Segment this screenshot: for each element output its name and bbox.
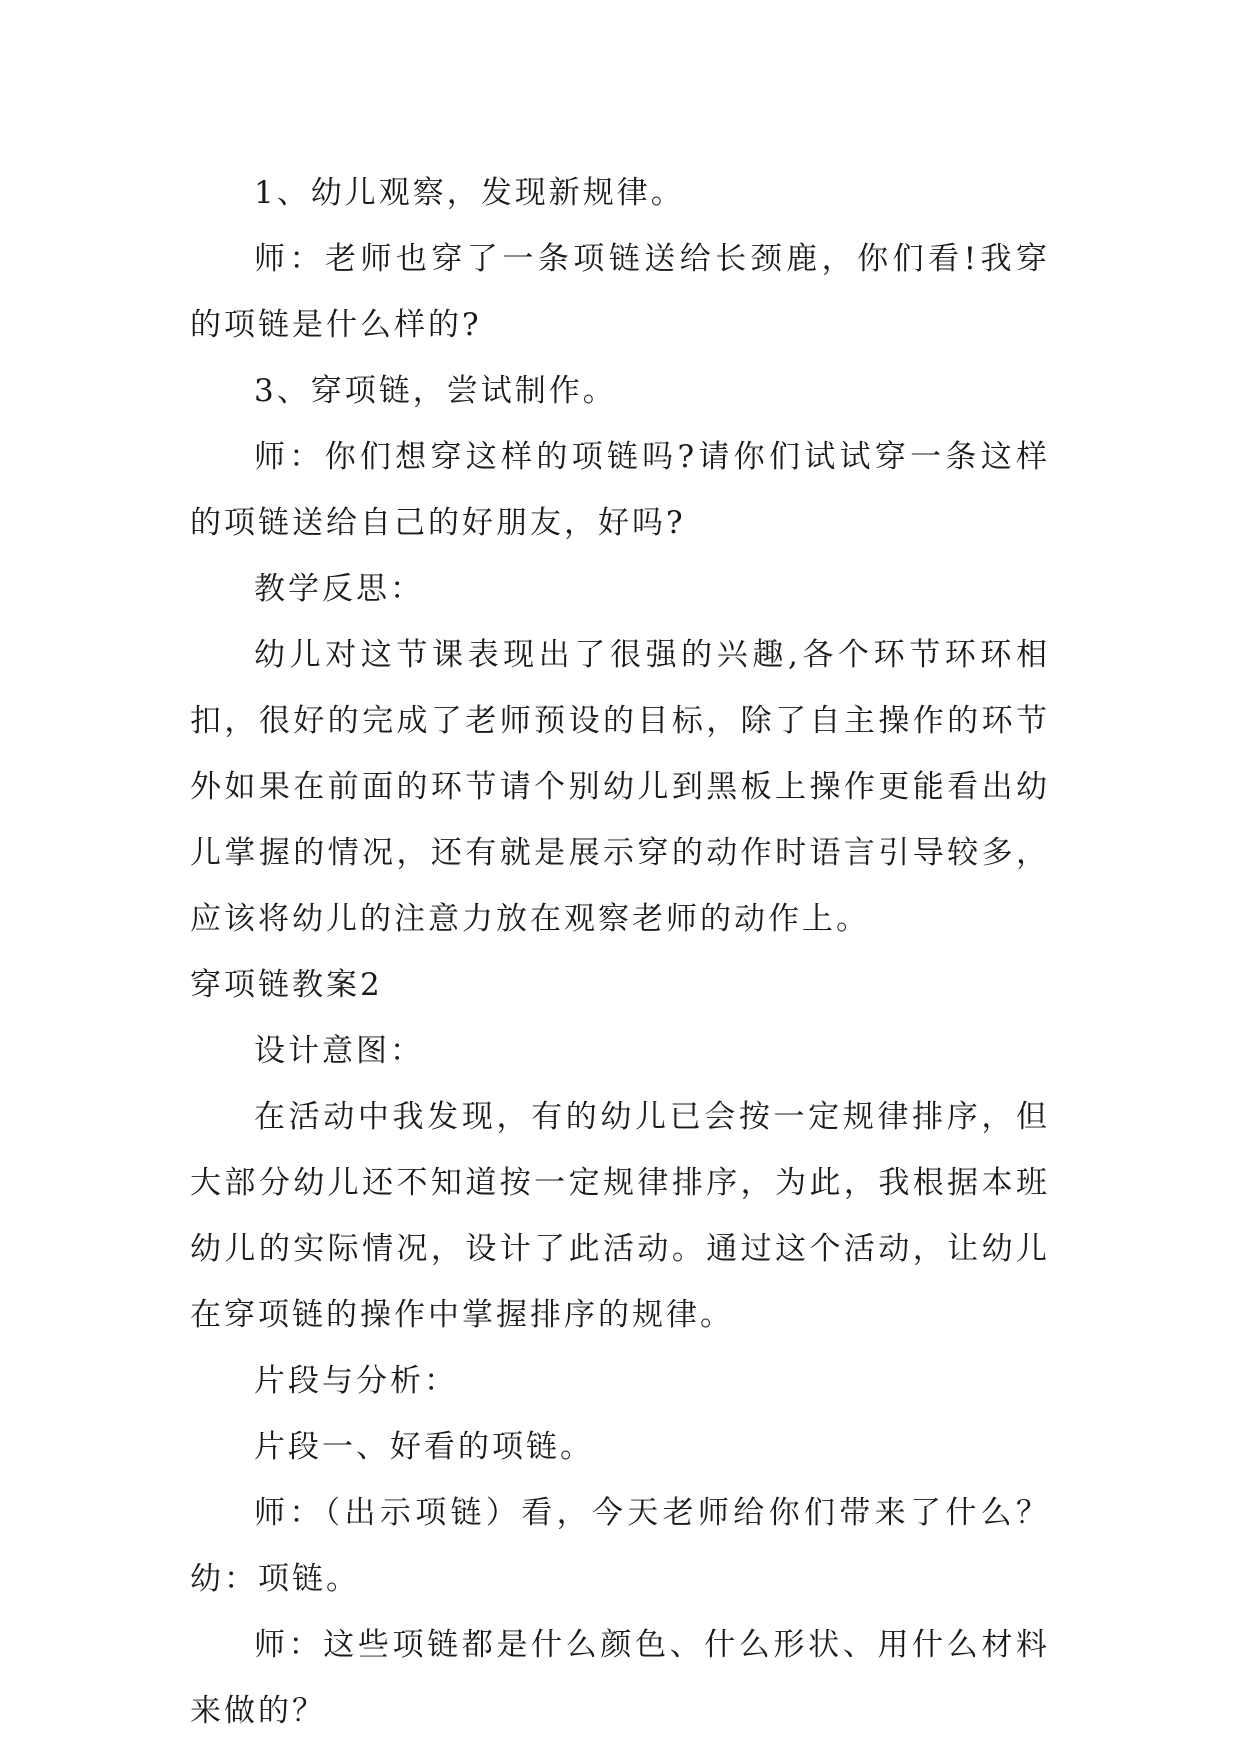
document-body [190,160,1050,1744]
paragraph: 片段与分析： [254,1363,458,1399]
paragraph: 设计意图： [254,1033,424,1069]
paragraph: 师：老师也穿了一条项链送给长颈鹿，你们看!我穿的项链是什么样的? [190,241,1050,343]
paragraph: 片段一、好看的项链。 [254,1429,594,1465]
paragraph: 在活动中我发现，有的幼儿已会按一定规律排序，但大部分幼儿还不知道按一定规律排序，为此，我根据本班幼儿的实际情况，设计了此活动。通过这个活动，让幼儿在穿项链的操作中掌握排序的规律。 [190,1099,1050,1333]
paragraph: 幼儿对这节课表现出了很强的兴趣,各个环节环环相扣，很好的完成了老师预设的目标，除了自主操作的环节外如果在前面的环节请个别幼儿到黑板上操作更能看出幼儿掌握的情况，还有就是展示穿的动作时语言引导较多，应该将幼儿的注意力放在观察老师的动作上。 [190,637,1050,937]
paragraph: 教学反思： [254,571,424,607]
paragraph: 师：你们想穿这样的项链吗?请你们试试穿一条这样的项链送给自己的好朋友，好吗? [190,439,1050,541]
paragraph: 师：（出示项链）看，今天老师给你们带来了什么？幼：项链。 [190,1495,1050,1597]
paragraph: 1、幼儿观察，发现新规律。 [254,175,685,211]
section-heading: 穿项链教案2 [190,967,383,1003]
paragraph: 3、穿项链，尝试制作。 [254,373,617,409]
paragraph: 师：这些项链都是什么颜色、什么形状、用什么材料来做的？ [190,1627,1050,1729]
